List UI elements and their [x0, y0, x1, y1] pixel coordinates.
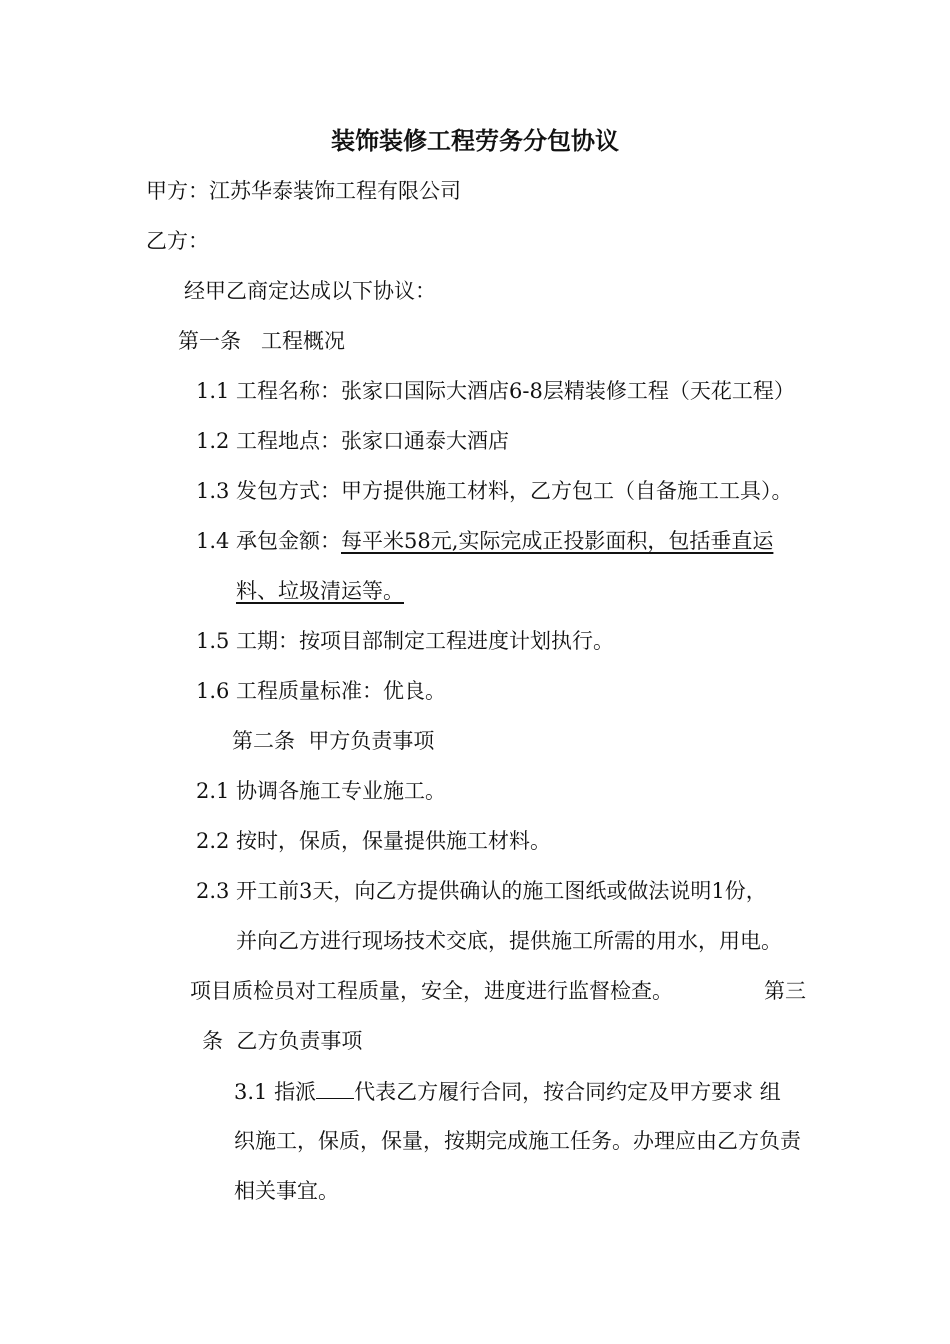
clause-2-2	[196, 826, 551, 856]
article2-tail: 项目质检员对工程质量，安全，进度进行监督检查。	[190, 979, 673, 1003]
contract-amount: 每平米58元,实际完成正投影面积，包括垂直运	[341, 529, 774, 553]
clause-text: 发包方式：甲方提供施工材料，乙方包工（自备施工工具）。	[236, 479, 793, 503]
clause-text: 工程名称：张家口国际大酒店6-8层精装修工程（天花工程）	[236, 379, 795, 403]
clause-text: 协调各施工专业施工。	[236, 779, 446, 803]
clause-text: 工程质量标准：优良。	[236, 679, 446, 703]
clause-number: 2.1	[196, 779, 230, 803]
article1-heading: 第一条 工程概况	[178, 329, 346, 353]
clause-3-1	[234, 1076, 781, 1107]
clause-1-2	[196, 426, 509, 456]
clause-1-6	[196, 676, 446, 706]
clause-number: 1.4	[196, 529, 230, 553]
clause-3-1-suffix: 代表乙方履行合同，按合同约定及甲方要求 组	[354, 1080, 781, 1104]
clause-label: 承包金额：	[236, 529, 341, 553]
clause-3-1-cont: 织施工，保质，保量，按期完成施工任务。办理应由乙方负责	[234, 1129, 801, 1153]
representative-blank	[316, 1076, 354, 1099]
clause-2-3	[196, 876, 767, 906]
clause-text: 开工前3天，向乙方提供确认的施工图纸或做法说明1份，	[236, 879, 767, 903]
intro-text: 经甲乙商定达成以下协议：	[184, 279, 436, 303]
clause-3-1-cont2: 相关事宜。	[234, 1179, 339, 1203]
clause-1-1	[196, 376, 795, 406]
clause-number: 1.3	[196, 479, 230, 503]
clause-number: 2.2	[196, 829, 230, 853]
article2-heading: 第二条 甲方负责事项	[232, 729, 435, 753]
contract-amount-cont: 料、垃圾清运等。	[236, 579, 404, 603]
article3-heading-part1: 第三	[764, 979, 806, 1003]
article3-heading-part2: 条 乙方负责事项	[202, 1029, 363, 1053]
clause-3-1-prefix: 3.1 指派	[234, 1080, 317, 1104]
document-title: 装饰装修工程劳务分包协议	[331, 126, 619, 155]
clause-2-1	[196, 776, 446, 806]
clause-text: 工期：按项目部制定工程进度计划执行。	[236, 629, 614, 653]
clause-number: 1.6	[196, 679, 230, 703]
clause-number: 1.1	[196, 379, 230, 403]
clause-1-4-cont	[236, 576, 404, 606]
party-b: 乙方：	[146, 229, 209, 253]
clause-number: 1.5	[196, 629, 230, 653]
party-a: 甲方：江苏华泰装饰工程有限公司	[146, 179, 461, 203]
clause-text: 按时，保质，保量提供施工材料。	[236, 829, 551, 853]
clause-number: 1.2	[196, 429, 230, 453]
clause-2-3-cont: 并向乙方进行现场技术交底，提供施工所需的用水，用电。	[236, 929, 782, 953]
clause-number: 2.3	[196, 879, 230, 903]
clause-text: 工程地点：张家口通泰大酒店	[236, 429, 509, 453]
clause-1-3	[196, 476, 793, 506]
clause-1-5	[196, 626, 614, 656]
clause-1-4	[196, 526, 773, 556]
